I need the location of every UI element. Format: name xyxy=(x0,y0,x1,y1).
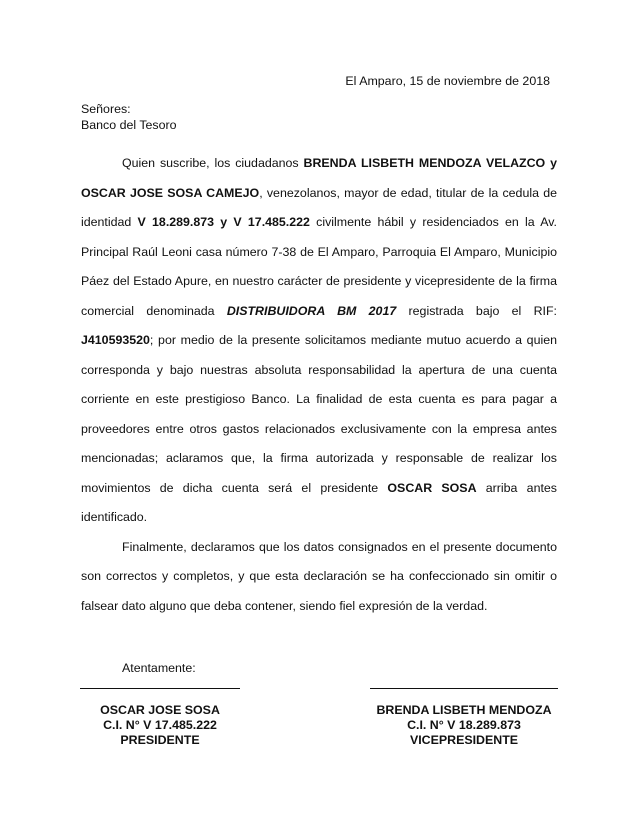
text-segment: Quien suscribe, los ciudadanos xyxy=(122,156,304,170)
text-segment: arriba antes identificado. xyxy=(81,480,557,524)
paragraph-request xyxy=(81,149,557,533)
text-segment: , venezolanos, mayor de edad, titular de la cedula de identidad xyxy=(81,185,557,229)
applicant-name-2: OSCAR JOSE SOSA CAMEJO xyxy=(81,185,260,200)
signer-name: OSCAR JOSE SOSA xyxy=(100,703,220,717)
signer-id: C.I. N° V 18.289.873 xyxy=(407,718,521,732)
signer-role: VICEPRESIDENTE xyxy=(409,733,519,747)
president-name: OSCAR SOSA xyxy=(387,480,477,495)
text-segment: civilmente hábil y residenciados en la Av. Principal Raúl Leoni casa número 7-38 de El Amparo, Parroquia El Amparo, Municipio Páez del Estado Apure, en nuestro carácter de presidente y vicepresidente de la firma comercial denominada xyxy=(81,215,557,318)
signature-block-president xyxy=(80,688,240,748)
addressee-block xyxy=(81,101,177,133)
signature-line xyxy=(370,688,558,689)
rif-number: J410593520 xyxy=(81,333,150,347)
salutation: Señores: xyxy=(81,102,131,116)
closing: Atentamente: xyxy=(122,661,196,675)
paragraph-declaration: Finalmente, declaramos que los datos consignados en el presente documento son correctos y completos, y que esta declaración se ha confeccionado sin omitir o falsear dato alguno que deba contener, siendo fiel expresión de la verdad. xyxy=(81,539,557,613)
id-numbers: V 18.289.873 y V 17.485.222 xyxy=(137,215,310,229)
letter-body xyxy=(81,149,557,621)
signer-role: PRESIDENTE xyxy=(120,733,200,747)
signer-id: C.I. N° V 17.485.222 xyxy=(103,718,217,732)
text-segment: ; por medio de la presente solicitamos mediante mutuo acuerdo a quien corresponda y bajo nuestras absoluta responsabilidad la apertura de una cuenta corriente en este prestigioso Banco. La finalidad de esta cuenta es para pagar a proveedores entre otros gastos relacionados exclusivamente con la empresa antes mencionadas; aclaramos que, la firma autorizada y responsable de realizar los movimientos de dicha cuenta será el presidente xyxy=(81,333,557,495)
conjunction: y xyxy=(550,156,557,170)
text-segment: registrada bajo el RIF: xyxy=(396,303,557,318)
signer-name: BRENDA LISBETH MENDOZA xyxy=(376,703,552,717)
applicant-name-1: BRENDA LISBETH MENDOZA VELAZCO xyxy=(303,156,546,170)
date-line: El Amparo, 15 de noviembre de 2018 xyxy=(345,74,550,88)
company-name: DISTRIBUIDORA BM 2017 xyxy=(226,303,397,318)
signature-line xyxy=(80,688,240,689)
signature-block-vicepresident xyxy=(370,688,558,748)
recipient: Banco del Tesoro xyxy=(81,118,177,132)
